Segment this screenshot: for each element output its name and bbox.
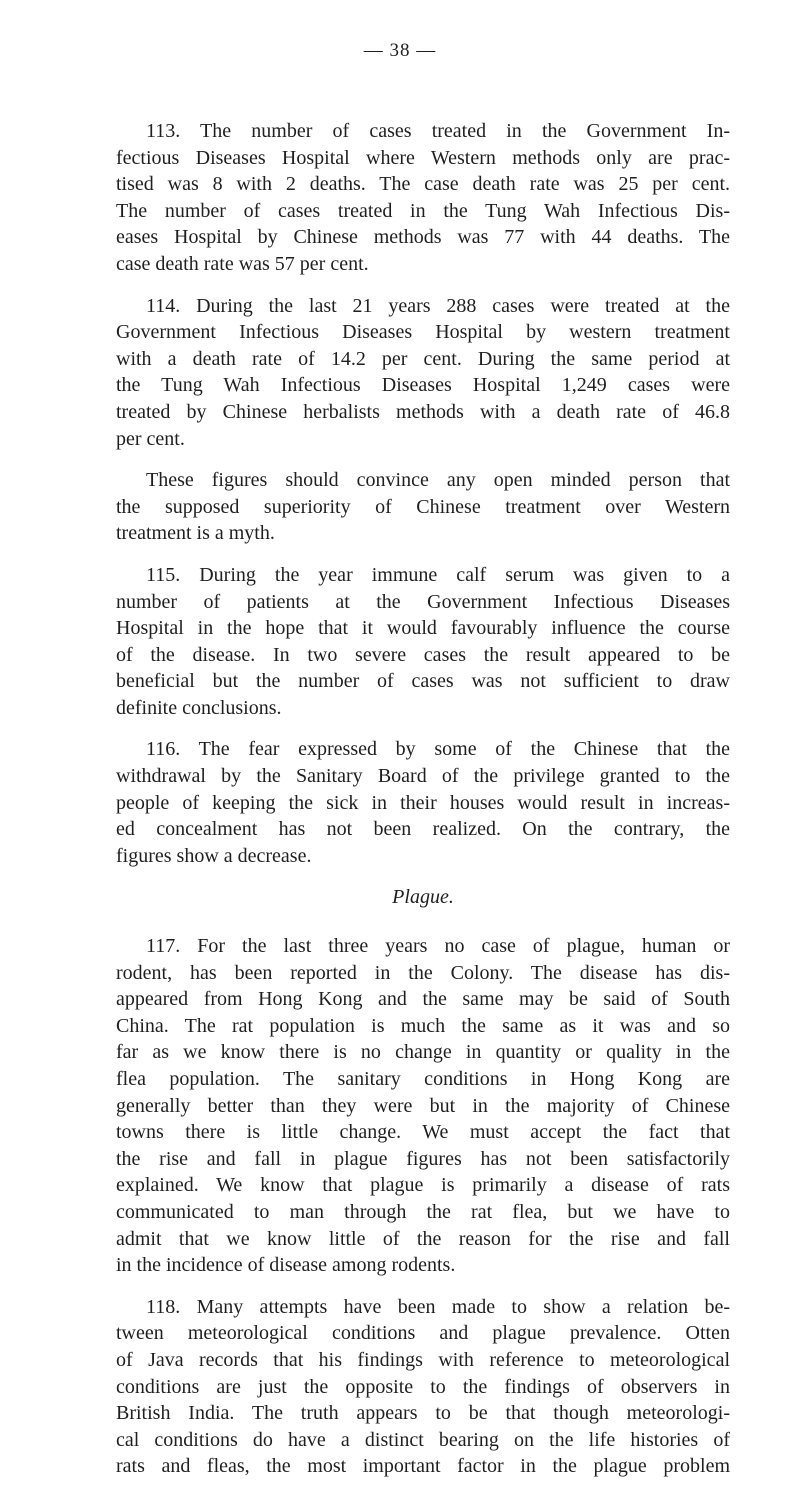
text-line: explained. We know that plague is primarily a disease of rats bbox=[116, 1174, 730, 1197]
text-line: flea population. The sanitary conditions in Hong Kong are bbox=[116, 1068, 730, 1090]
text-line: 115. During the year immune calf serum was given to a bbox=[146, 563, 730, 586]
text-line: rats and fleas, the most important factor in the plague problem bbox=[116, 1455, 730, 1478]
page-body bbox=[116, 118, 730, 1495]
text-line: appeared from Hong Kong and the same may be said of South bbox=[116, 988, 730, 1011]
text-line: with a death rate of 14.2 per cent. During the same period at bbox=[116, 347, 730, 370]
text-line: 118. Many attempts have been made to show a relation be- bbox=[146, 1295, 730, 1318]
text-line: These figures should convince any open minded person that bbox=[146, 469, 730, 492]
text-line: in the incidence of disease among rodents. bbox=[116, 1254, 456, 1277]
text-line: towns there is little change. We must accept the fact that bbox=[116, 1121, 730, 1144]
paragraphs-before-heading bbox=[116, 118, 730, 869]
text-line: ed concealment has not been realized. On the contrary, the bbox=[116, 818, 730, 841]
text-line: rodent, has been reported in the Colony. The disease has dis- bbox=[116, 961, 730, 984]
text-line: 116. The fear expressed by some of the Chinese that the bbox=[146, 738, 730, 761]
paragraphs-after-heading bbox=[116, 933, 730, 1480]
paragraph bbox=[116, 467, 730, 547]
text-line: conditions are just the opposite to the findings of observers in bbox=[116, 1375, 730, 1398]
paragraph bbox=[116, 118, 730, 278]
text-line: definite conclusions. bbox=[116, 696, 282, 719]
text-line: per cent. bbox=[116, 427, 185, 450]
paragraph bbox=[116, 736, 730, 869]
text-line: beneficial but the number of cases was not sufficient to draw bbox=[116, 670, 730, 693]
text-line: The number of cases treated in the Tung Wah Infectious Dis- bbox=[116, 199, 730, 222]
text-line: number of patients at the Government Infectious Diseases bbox=[116, 590, 730, 613]
paragraph bbox=[116, 933, 730, 1279]
text-line: cal conditions do have a distinct bearing on the life histories of bbox=[116, 1428, 730, 1451]
text-line: 113. The number of cases treated in the Government In- bbox=[146, 120, 730, 142]
text-line: admit that we know little of the reason for the rise and fall bbox=[116, 1227, 730, 1250]
text-line: figures show a decrease. bbox=[116, 844, 312, 867]
text-line: withdrawal by the Sanitary Board of the privilege granted to the bbox=[116, 765, 730, 788]
text-line: British India. The truth appears to be that though meteorologi- bbox=[116, 1402, 730, 1425]
text-line: China. The rat population is much the same as it was and so bbox=[116, 1014, 730, 1037]
section-heading-plague: Plague. bbox=[392, 886, 454, 909]
text-line: 114. During the last 21 years 288 cases were treated at the bbox=[146, 294, 730, 317]
text-line: 117. For the last three years no case of plague, human or bbox=[146, 935, 730, 958]
text-line: far as we know there is no change in quantity or quality in the bbox=[116, 1041, 730, 1064]
paragraph bbox=[116, 1294, 730, 1480]
text-line: Government Infectious Diseases Hospital by western treatment bbox=[116, 321, 730, 344]
text-line: treated by Chinese herbalists methods with a death rate of 46.8 bbox=[116, 400, 730, 423]
page-number: — 38 — bbox=[363, 40, 437, 61]
text-line: fectious Diseases Hospital where Western methods only are prac- bbox=[116, 146, 730, 169]
text-line: treatment is a myth. bbox=[116, 522, 275, 545]
text-line: communicated to man through the rat flea, but we have to bbox=[116, 1200, 730, 1223]
text-line: tised was 8 with 2 deaths. The case death rate was 25 per cent. bbox=[116, 173, 730, 196]
text-line: people of keeping the sick in their houses would result in increas- bbox=[116, 791, 730, 814]
text-line: the rise and fall in plague figures has not been satisfactorily bbox=[116, 1147, 730, 1170]
paragraph bbox=[116, 293, 730, 453]
text-line: of Java records that his findings with reference to meteorological bbox=[116, 1348, 730, 1371]
text-line: tween meteorological conditions and plague prevalence. Otten bbox=[116, 1322, 730, 1345]
text-line: of the disease. In two severe cases the result appeared to be bbox=[116, 643, 730, 666]
paragraph bbox=[116, 562, 730, 722]
text-line: generally better than they were but in the majority of Chinese bbox=[116, 1094, 730, 1117]
text-line: eases Hospital by Chinese methods was 77 with 44 deaths. The bbox=[116, 226, 730, 249]
text-line: the supposed superiority of Chinese treatment over Western bbox=[116, 495, 730, 518]
text-line: case death rate was 57 per cent. bbox=[116, 252, 369, 275]
text-line: the Tung Wah Infectious Diseases Hospital 1,249 cases were bbox=[116, 374, 730, 397]
text-line: Hospital in the hope that it would favourably influence the course bbox=[116, 617, 730, 640]
